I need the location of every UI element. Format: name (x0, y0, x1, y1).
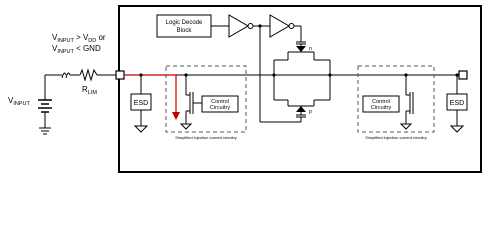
resistor-rlim (80, 70, 97, 80)
output-pin (459, 71, 467, 79)
esd-left-label: ESD (133, 100, 149, 107)
resistor-label: $R_{LIM}$ (82, 85, 97, 96)
logic-block-line2: Block (176, 28, 192, 34)
internal-bus (141, 75, 459, 126)
logic-block-line1: Logic Decode (165, 20, 203, 26)
fet-top-label: n (309, 46, 312, 52)
voltage-source (38, 75, 52, 128)
inverter-1-icon (229, 15, 248, 37)
control-right-line2: Circuitry (370, 105, 392, 111)
input-pin (116, 71, 124, 79)
inverter-2-bubble (289, 24, 294, 29)
ground-icon (181, 124, 191, 129)
inverter-2-icon (270, 15, 289, 37)
current-arrow-icon (172, 112, 180, 120)
esd-right-label: ESD (449, 100, 465, 107)
ground-icon (135, 126, 147, 132)
inverter-1-bubble (248, 24, 253, 29)
transmission-gate (274, 44, 330, 115)
input-condition-line2: $V_{INPUT}$ < GND (52, 44, 101, 55)
inverter-chain (211, 15, 301, 37)
injection-note-right: Simplified injection current circuitry (365, 135, 427, 140)
injection-fet-right (406, 75, 413, 124)
gate-wiring (260, 26, 306, 122)
control-right-line1: Control (372, 99, 390, 105)
ground-icon (39, 128, 51, 134)
control-left-line1: Control (211, 99, 229, 105)
injection-note-left: Simplified injection current circuitry (175, 135, 237, 140)
ground-icon (451, 126, 463, 132)
input-condition-line1: $V_{INPUT} > V_{DD}$ or (52, 33, 106, 44)
fet-bottom-label: p (309, 109, 312, 115)
input-wire (45, 73, 80, 78)
fet-top-arrow-icon (296, 46, 306, 52)
source-label: $V_{INPUT}$ (8, 96, 30, 107)
injection-fet-left (186, 75, 202, 124)
fet-bottom-arrow-icon (296, 106, 306, 112)
control-left-line2: Circuitry (209, 105, 231, 111)
ground-icon (401, 124, 411, 129)
